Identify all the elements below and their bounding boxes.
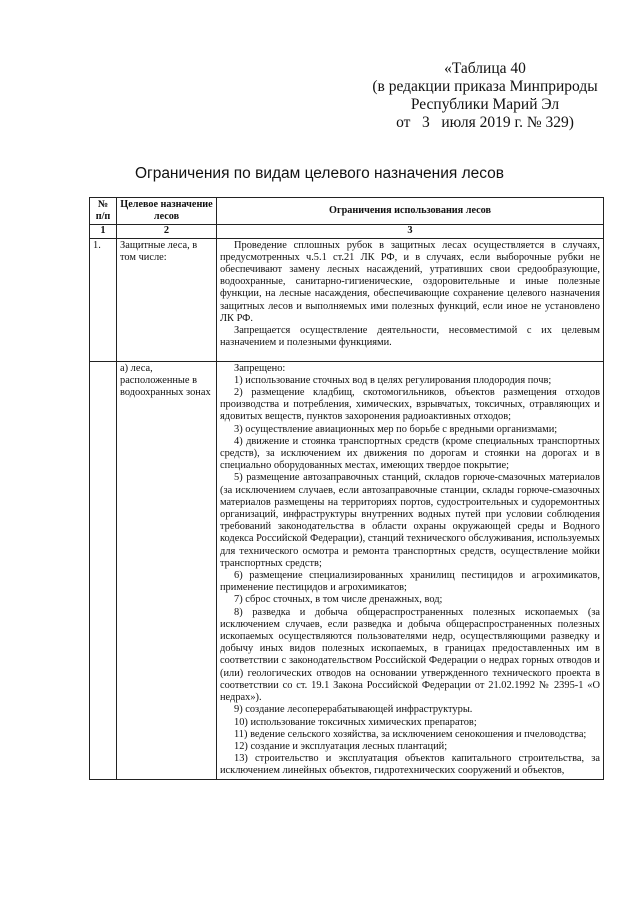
restriction-paragraph: 11) ведение сельского хозяйства, за исключением сенокошения и пчеловодства;	[234, 728, 587, 740]
row-number-cell	[90, 361, 117, 779]
purpose-cell: Защитные леса, в том числе:	[117, 238, 217, 361]
column-number-cell: 3	[217, 225, 604, 238]
header-line: (в редакции приказа Минприроды	[372, 78, 598, 95]
table-row	[90, 238, 604, 361]
row-number-cell: 1.	[90, 238, 117, 361]
restriction-paragraph: 6) размещение специализированных хранилищ пестицидов и агрохимикатов, применение пестицидов и агрохимикатов;	[220, 570, 600, 594]
restriction-paragraph: 9) создание лесоперерабатывающей инфраструктуры.	[234, 704, 473, 716]
amendment-header	[360, 60, 610, 132]
table-row	[90, 361, 604, 779]
restrictions-table	[89, 197, 604, 780]
column-number-cell: 1	[90, 225, 117, 238]
restriction-paragraph: 12) создание и эксплуатация лесных плантаций;	[234, 740, 448, 752]
restrictions-cell	[217, 238, 604, 361]
restriction-paragraph: 2) размещение кладбищ, скотомогильников, объектов размещения отходов производства и потребления, химических, взрывчатых, токсичных, отравляющих и ядовитых веществ, пунктов захоронения радиоактивных отходов;	[220, 387, 600, 423]
restriction-paragraph: 13) строительство и эксплуатация объектов капитального строительства, за исключением линейных объектов, гидротехнических сооружений и объектов,	[220, 753, 600, 777]
purpose-cell: а) леса, расположенные в водоохранных зонах	[117, 361, 217, 779]
restriction-paragraph: 4) движение и стоянка транспортных средств (кроме специальных транспортных средств), за исключением их движения по дорогам и стоянки на дорогах и в специально оборудованных местах, имеющих твердое покрытие;	[220, 435, 600, 472]
restriction-paragraph: Запрещается осуществление деятельности, несовместимой с их целевым назначением и полезными функциями.	[220, 325, 600, 349]
restriction-paragraph: 8) разведка и добыча общераспространенных полезных ископаемых (за исключением случаев, если разведка и добыча общераспространенных полезных ископаемых осуществляются пользователями недр, осуществляющими разведку и добычу иных видов полезных ископаемых, в границах предоставленных им в соответствии с законодательством Российской Федерации о недрах горных отводов и (или) геологических отводов на основании утвержденного технического проекта в соответствии со ст. 19.1 Закона Российской Федерации от 21.02.1992 № 2395-1 «О недрах»).	[220, 606, 600, 704]
restriction-paragraph: Проведение сплошных рубок в защитных лесах осуществляется в случаях, предусмотренных ч.5.1 ст.21 ЛК РФ, и в случаях, если выборочные рубки не обеспечивают замену лесных насаждений, утративших свои средообразующие, водоохранные, санитарно-гигиенические, оздоровительные и иные полезные функции, на лесные насаждения, обеспечивающие сохранение целевого назначения защитных лесов и выполняемых ими полезных функций, если иное не установлено ЛК РФ.	[220, 239, 600, 324]
restriction-paragraph: 3) осуществление авиационных мер по борьбе с вредными организмами;	[234, 423, 558, 435]
header-cell-number: № п/п	[90, 198, 117, 225]
header-line: от 3 июля 2019 г. № 329)	[396, 114, 574, 131]
restriction-paragraph: 7) сброс сточных, в том числе дренажных, вод;	[234, 594, 443, 606]
restriction-paragraph: 10) использование токсичных химических препаратов;	[234, 716, 477, 728]
header-line: Республики Марий Эл	[410, 96, 560, 113]
restriction-paragraph: Запрещено:	[234, 362, 286, 374]
header-cell-purpose: Целевое назначение лесов	[117, 198, 217, 225]
restriction-paragraph: 1) использование сточных вод в целях регулирования плодородия почв;	[234, 374, 552, 386]
header-cell-restrictions: Ограничения использования лесов	[217, 198, 604, 225]
document-title: Ограничения по видам целевого назначения лесов	[134, 165, 505, 182]
column-number-cell: 2	[117, 225, 217, 238]
restrictions-cell	[217, 361, 604, 779]
header-line: «Таблица 40	[444, 60, 526, 77]
restriction-paragraph: 5) размещение автозаправочных станций, складов горюче-смазочных материалов (за исключением случаев, если автозаправочные станции, склады горюче-смазочных материалов размещены на территориях портов, судостроительных и судоремонтных организаций, инфраструктуры внутренних водных путей при условии соблюдения требований законодательства в области охраны окружающей среды и Водного кодекса Российской Федерации), станций технического обслуживания, используемых для технического осмотра и ремонта транспортных средств, осуществление мойки транспортных средств;	[220, 472, 600, 569]
